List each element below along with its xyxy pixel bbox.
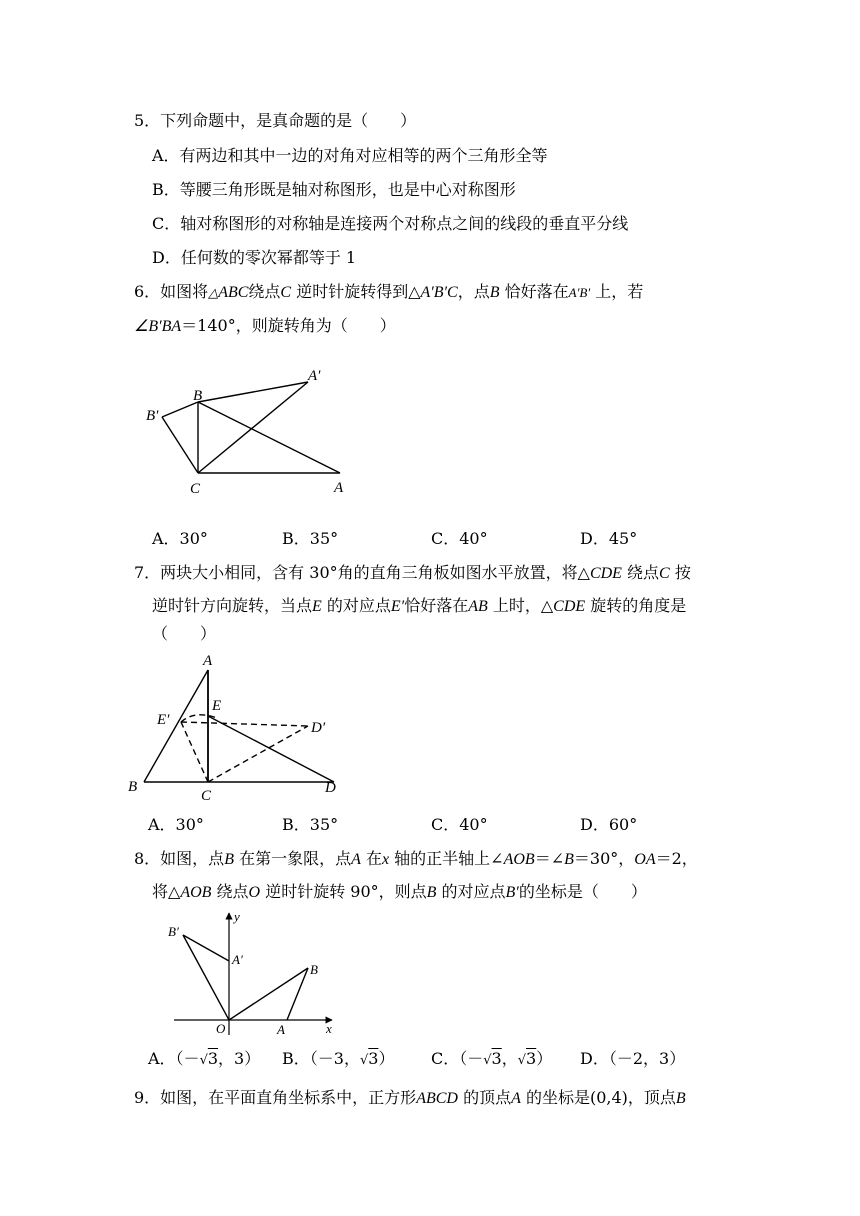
q7-label-e: E (212, 698, 222, 714)
q7-label-b: B (128, 779, 138, 795)
q6-option-c: C．40° (431, 529, 488, 548)
q8-label-y: y (234, 909, 240, 924)
q7-figure (125, 650, 355, 805)
q5-option-d: D．任何数的零次幂都等于 1 (152, 248, 357, 267)
q9-stem-line1: 9．如图，在平面直角坐标系中，正方形ABCD 的顶点A 的坐标是(0,4)，顶点B (134, 1088, 686, 1107)
q6-stem-line1: 6．如图将△ABC绕点C 逆时针旋转得到△A′B′C，点B 恰好落在A′B′ 上，若 (134, 282, 644, 301)
q8-figure (160, 905, 350, 1045)
q5-stem: 5．下列命题中，是真命题的是（ ） (134, 111, 417, 130)
q6-label-a-prime: A′ (308, 368, 321, 384)
q7-stem-line2: 逆时针方向旋转，当点E 的对应点E′恰好落在AB 上时，△CDE 旋转的角度是 (152, 596, 687, 615)
q6-label-b-prime: B′ (146, 408, 159, 424)
q7-label-e-prime: E′ (157, 712, 170, 728)
q8-stem-line1: 8．如图，点B 在第一象限，点A 在x 轴的正半轴上∠AOB＝∠B＝30°，OA＝2， (134, 849, 698, 868)
q8-option-b: B．（－3，√3） (282, 1049, 395, 1068)
q6-stem-line2: ∠B′BA＝140°，则旋转角为（ ） (134, 316, 396, 335)
q7-label-c: C (201, 788, 212, 804)
q7-stem-line3: （ ） (152, 624, 217, 643)
q7-label-a: A (203, 653, 213, 669)
q7-option-b: B．35° (282, 815, 339, 834)
q8-stem-line2: 将△AOB 绕点O 逆时针旋转 90°，则点B 的对应点B′的坐标是（ ） (152, 882, 647, 901)
q6-option-a: A．30° (152, 529, 208, 548)
q6-label-a: A (334, 480, 344, 496)
q7-option-a: A．30° (148, 815, 204, 834)
q6-figure (130, 360, 360, 500)
q6-label-c: C (190, 481, 201, 497)
q7-option-c: C．40° (431, 815, 488, 834)
q8-option-c: C．（－√3，√3） (431, 1049, 553, 1068)
q8-label-a-prime: A′ (232, 952, 243, 967)
q7-label-d: D (325, 780, 336, 796)
q7-stem-line1: 7．两块大小相同，含有 30°角的直角三角板如图水平放置，将△CDE 绕点C 按 (134, 563, 691, 582)
q6-option-d: D．45° (580, 529, 638, 548)
q8-label-o: O (216, 1021, 226, 1036)
q8-option-a: A．（－√3，3） (148, 1049, 261, 1068)
q6-option-b: B．35° (282, 529, 339, 548)
q8-label-b: B (310, 962, 318, 977)
q7-option-d: D．60° (580, 815, 638, 834)
q5-option-b: B．等腰三角形既是轴对称图形，也是中心对称图形 (152, 180, 516, 199)
q5-option-a: A．有两边和其中一边的对角对应相等的两个三角形全等 (152, 146, 548, 165)
q7-label-d-prime: D′ (311, 720, 326, 736)
q5-option-c: C．轴对称图形的对称轴是连接两个对称点之间的线段的垂直平分线 (152, 214, 629, 233)
q8-option-d: D．（－2，3） (580, 1049, 686, 1068)
q6-label-b: B (193, 388, 203, 404)
q8-label-a: A (277, 1022, 285, 1037)
q8-label-x: x (326, 1021, 332, 1036)
q8-label-b-prime: B′ (168, 924, 179, 939)
